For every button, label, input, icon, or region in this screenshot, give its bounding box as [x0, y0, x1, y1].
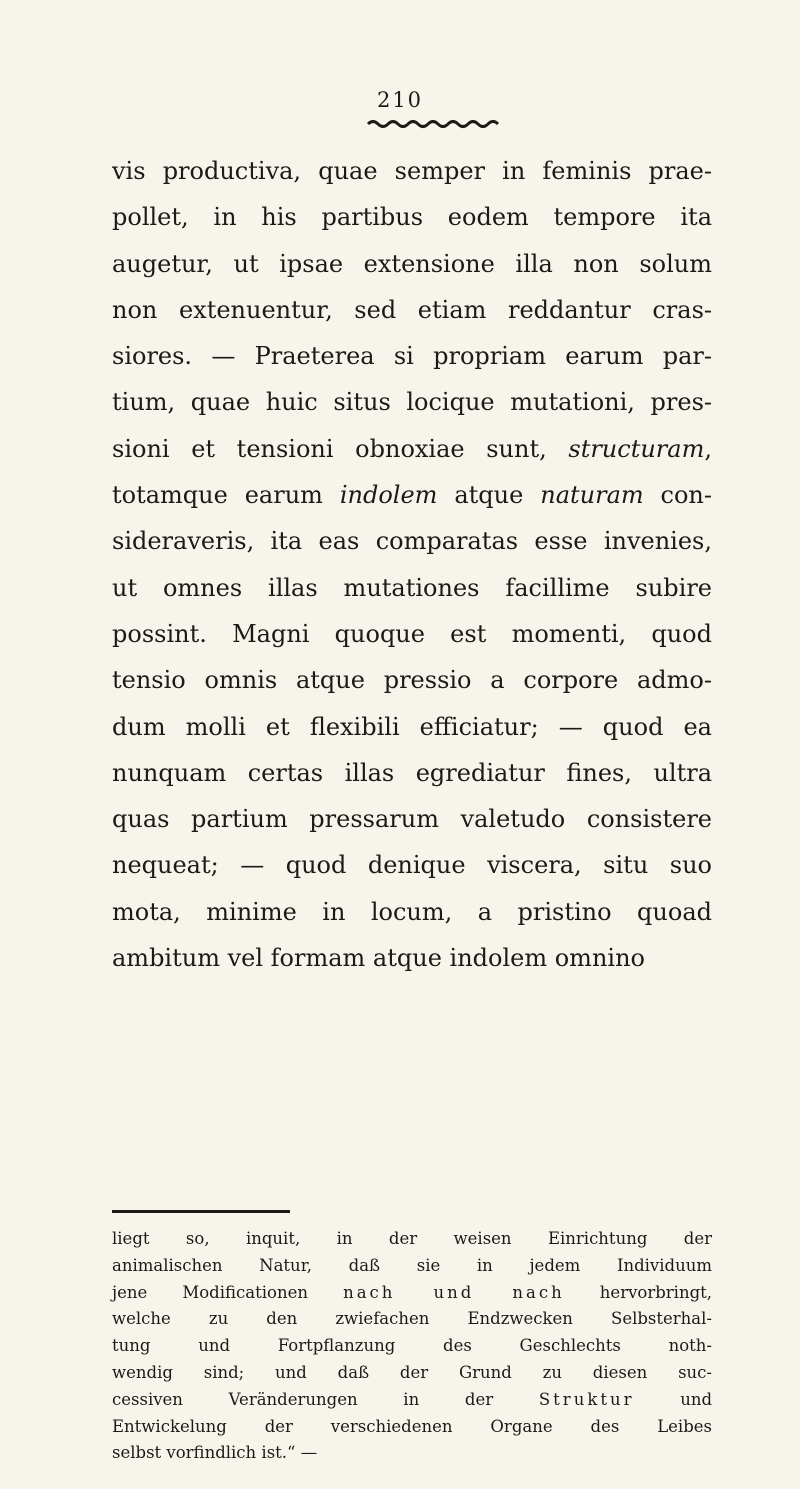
footnote-line: [112, 1387, 712, 1414]
text-run: hervorbringt,: [564, 1282, 713, 1302]
text-run: totamque earum: [112, 481, 340, 510]
footnote-line: Entwickelung der verschiedenen Organe des Leibes: [112, 1416, 712, 1436]
text-run: jene Modificationen: [112, 1282, 344, 1302]
footnote-block: [112, 1226, 712, 1467]
text-line: mota, minime in locum, a pristino quoad: [112, 897, 712, 926]
footnote-line: [112, 1280, 712, 1307]
text-line: possint. Magni quoque est momenti, quod: [112, 619, 712, 648]
text-line: ut omnes illas mutationes facillime subire: [112, 573, 712, 602]
text-line: ambitum vel formam atque indolem omnino: [112, 944, 645, 973]
footnote-line: selbst vorfindlich ist.“ —: [112, 1443, 318, 1463]
text-run: und: [634, 1389, 713, 1409]
text-line: nunquam certas illas egrediatur fines, ultra: [112, 758, 712, 787]
text-run: atque: [437, 481, 541, 510]
spaced-term: Struktur: [538, 1389, 635, 1409]
text-line: quas partium pressarum valetudo consistere: [112, 805, 712, 834]
italic-term: naturam: [540, 481, 644, 510]
italic-term: indolem: [339, 481, 438, 510]
text-line: tensio omnis atque pressio a corpore admo-: [112, 666, 712, 695]
footnote-line: animalischen Natur, daß sie in jedem Individuum: [112, 1255, 712, 1275]
spaced-term: nach und nach: [343, 1282, 565, 1302]
footnote-line: liegt so, inquit, in der weisen Einrichtung der: [112, 1229, 712, 1248]
page-number: 210: [376, 88, 424, 112]
text-line: pollet, in his partibus eodem tempore ita: [112, 203, 712, 232]
italic-term: structuram: [568, 434, 705, 463]
main-text-block: [112, 148, 712, 981]
ornament-divider: [364, 118, 504, 130]
text-line: augetur, ut ipsae extensione illa non solum: [112, 249, 712, 278]
text-line: dum molli et flexibili efficiatur; — quod ea: [112, 712, 712, 741]
text-line: non extenuentur, sed etiam reddantur cras-: [112, 295, 712, 324]
text-line: tium, quae huic situs locique mutationi, pres-: [112, 388, 712, 417]
text-run: ,: [704, 434, 712, 463]
text-run: sioni et tensioni obnoxiae sunt,: [112, 434, 569, 463]
text-run: con-: [643, 481, 713, 510]
text-line: vis productiva, quae semper in feminis prae-: [112, 157, 712, 185]
text-line: [112, 426, 712, 472]
footnote-line: tung und Fortpflanzung des Geschlechts noth-: [112, 1336, 712, 1356]
text-line: sideraveris, ita eas comparatas esse invenies,: [112, 527, 712, 556]
footnote-line: welche zu den zwiefachen Endzwecken Selbsterhal-: [112, 1309, 712, 1329]
text-run: cessiven Veränderungen in der: [112, 1389, 539, 1409]
footnote-line: wendig sind; und daß der Grund zu diesen suc-: [112, 1362, 712, 1382]
text-line: siores. — Praeterea si propriam earum par-: [112, 342, 712, 371]
text-line: nequeat; — quod denique viscera, situ suo: [112, 851, 712, 880]
text-line: [112, 472, 712, 518]
footnote-rule: [112, 1210, 290, 1213]
